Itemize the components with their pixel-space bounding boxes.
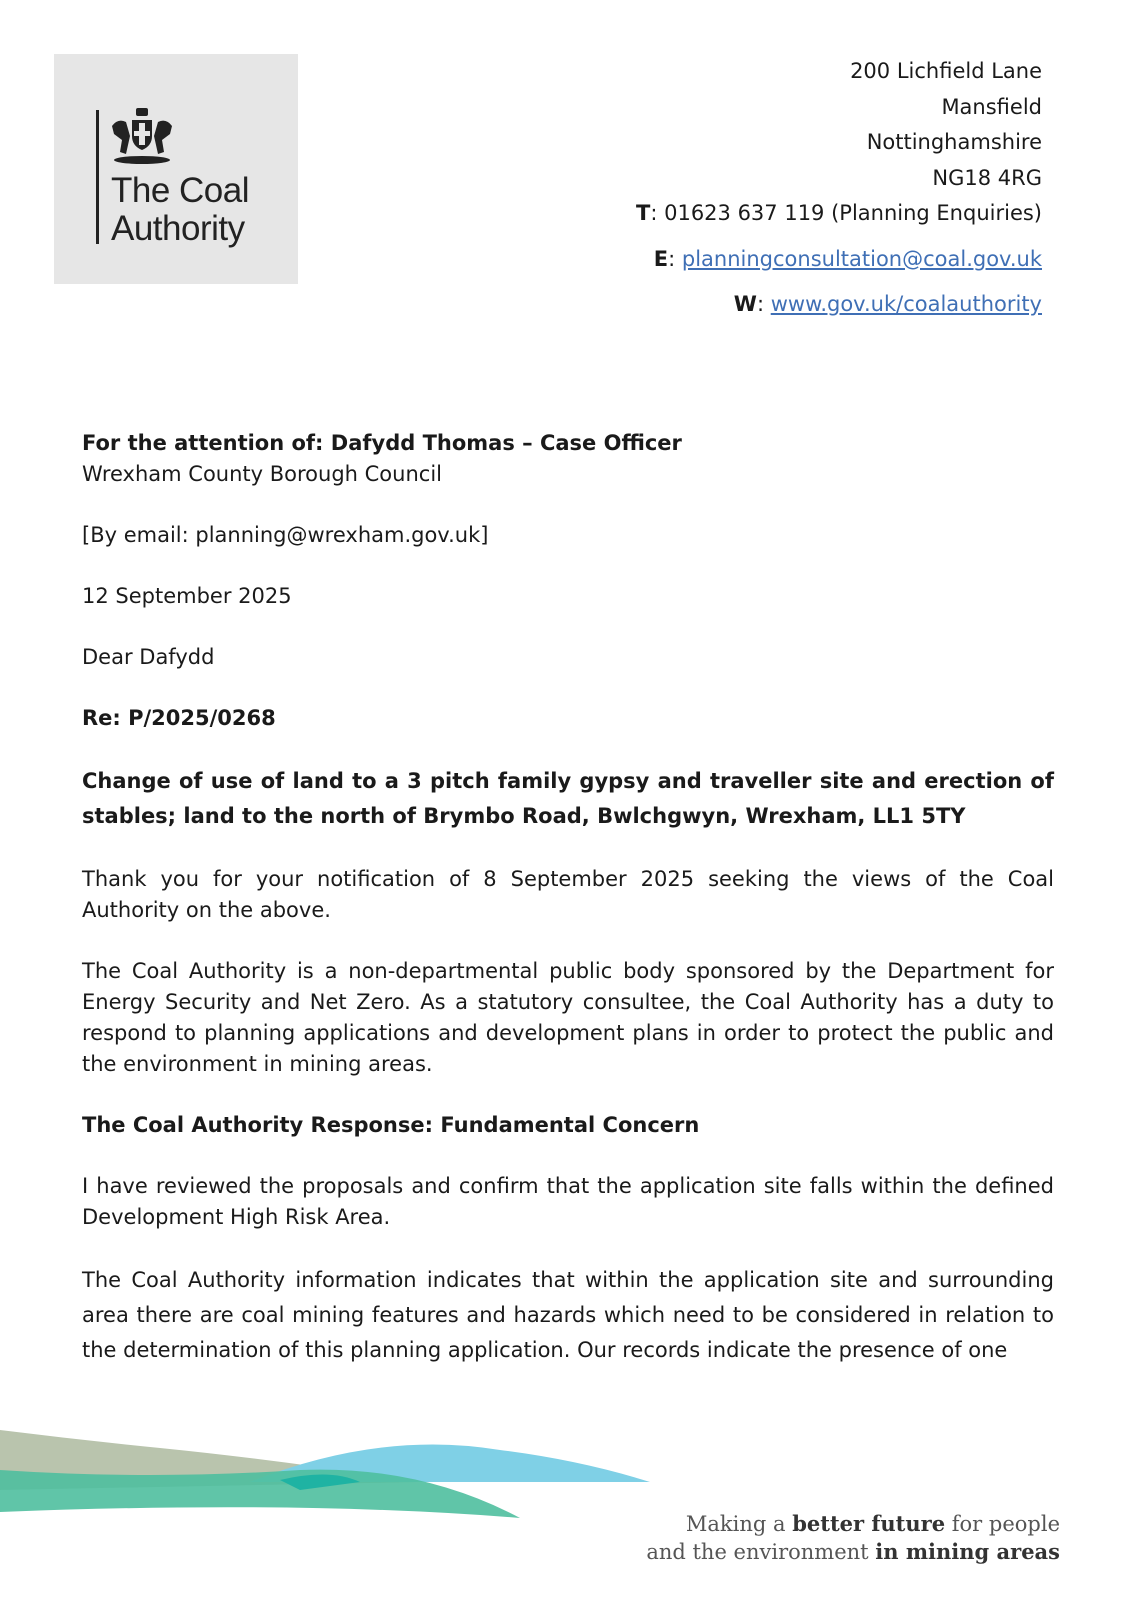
web-line: W: www.gov.uk/coalauthority <box>733 292 1042 316</box>
phone-number: 01623 637 119 (Planning Enquiries) <box>664 201 1042 225</box>
email-label: E <box>653 246 669 271</box>
address-town: Mansfield <box>941 94 1042 119</box>
paragraph-2: The Coal Authority is a non-departmental public body sponsored by the Department for Energy Security and Net Zero. As a statutory consultee, the Coal Authority has a duty to respond to planning applications and development plans in order to protect the public and the environment in mining areas. <box>82 959 1054 1076</box>
paragraph-4: The Coal Authority information indicates that within the application site and surrounding area there are coal mining features and hazards which need to be considered in relation to the determination of this planning application. Our records indicate the presence of one <box>82 1268 1054 1362</box>
email-line: E: planningconsultation@coal.gov.uk <box>653 246 1042 271</box>
email-link[interactable]: planningconsultation@coal.gov.uk <box>681 246 1042 271</box>
paragraph-3: I have reviewed the proposals and confirm that the application site falls within the defined Development High Risk Area. <box>82 1174 1054 1229</box>
sender-address <box>636 54 1042 323</box>
paragraph-1: Thank you for your notification of 8 September 2025 seeking the views of the Coal Authority on the above. <box>82 867 1054 922</box>
phone-label: T <box>636 201 651 225</box>
reference-line: Re: P/2025/0268 <box>82 706 276 730</box>
web-link[interactable]: www.gov.uk/coalauthority <box>770 292 1042 316</box>
salutation: Dear Dafydd <box>82 645 215 669</box>
coal-authority-logo <box>54 54 298 284</box>
tagline-line-1: Making a better future for people <box>685 1511 1060 1536</box>
by-email-line: [By email: planning@wrexham.gov.uk] <box>82 523 489 547</box>
footer-tagline <box>646 1510 1060 1566</box>
logo-wordmark <box>111 172 249 248</box>
logo-line-1: The Coal <box>111 171 250 210</box>
recipient-organisation: Wrexham County Borough Council <box>82 462 442 486</box>
phone-line: T: 01623 637 119 (Planning Enquiries) <box>636 201 1042 225</box>
address-street: 200 Lichfield Lane <box>850 59 1042 83</box>
web-label: W <box>733 292 757 316</box>
address-county: Nottinghamshire <box>866 130 1042 154</box>
letter-date: 12 September 2025 <box>82 584 292 608</box>
subject-line: Change of use of land to a 3 pitch family gypsy and traveller site and erection of stables; land to the north of Brymbo Road, Bwlchgwyn, Wrexham, LL1 5TY <box>82 769 1054 828</box>
attention-line: For the attention of: Dafydd Thomas – Case Officer <box>82 431 682 455</box>
letter-body <box>82 428 1054 1368</box>
section-heading: The Coal Authority Response: Fundamental Concern <box>82 1113 700 1137</box>
footer-wave-graphic <box>0 1430 700 1560</box>
royal-crest-icon <box>106 106 178 166</box>
logo-line-2: Authority <box>111 209 245 248</box>
logo-divider <box>96 110 99 244</box>
address-postcode: NG18 4RG <box>932 165 1042 190</box>
tagline-line-2: and the environment in mining areas <box>646 1539 1060 1564</box>
